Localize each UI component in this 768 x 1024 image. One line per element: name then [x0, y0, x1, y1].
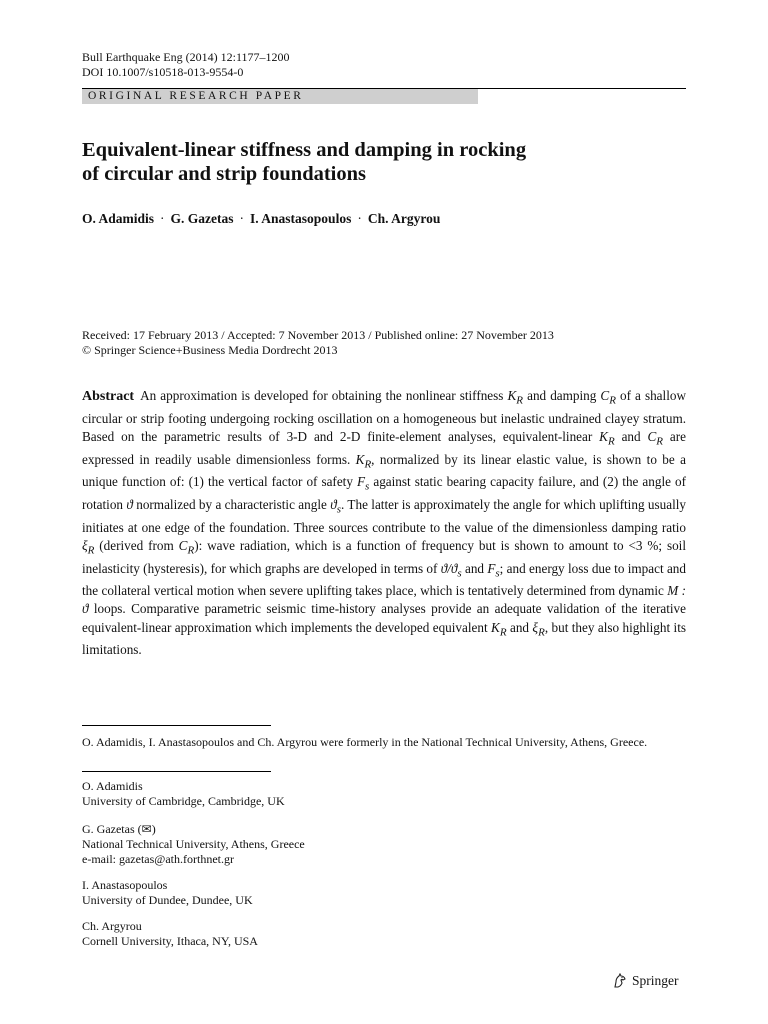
author-name: Ch. Argyrou — [367, 211, 441, 226]
affiliation-block — [82, 878, 686, 908]
author-separator: · — [239, 211, 245, 226]
affiliation-author: O. Adamidis — [82, 779, 143, 793]
abstract-text: against static bearing capacity failure, and (2) the angle of rotation — [82, 474, 687, 513]
publication-dates: Received: 17 February 2013 / Accepted: 7 November 2013 / Published online: 27 November 2013 — [82, 328, 554, 342]
author-name: I. Anastasopoulos — [250, 211, 352, 226]
copyright-notice: © Springer Science+Business Media Dordrecht 2013 — [82, 343, 338, 357]
abstract-text: An approximation is developed for obtaining the nonlinear stiffness — [140, 388, 508, 403]
journal-doi: DOI 10.1007/s10518-013-9554-0 — [82, 65, 244, 79]
affiliation-line: Cornell University, Ithaca, NY, USA — [82, 934, 258, 948]
section-label: ORIGINAL RESEARCH PAPER — [82, 89, 478, 104]
abstract-text: , normalized by its linear elastic value, is shown to be a unique function of: (1) the vertical factor of safety — [82, 451, 686, 490]
abstract-text: and — [506, 619, 533, 635]
title-line-2: of circular and strip foundations — [82, 163, 367, 185]
symbol-cr: $C_R$ — [600, 388, 616, 407]
affiliation-line: University of Dundee, Dundee, UK — [82, 893, 253, 907]
symbol-fs: $F_s$ — [356, 474, 370, 493]
affiliation-author: G. Gazetas (✉) — [82, 822, 156, 836]
footnote-rule — [82, 725, 271, 726]
symbol-cr: $C_R$ — [647, 428, 664, 448]
author-list — [82, 210, 440, 228]
affiliation-block — [82, 779, 686, 809]
abstract-text: . The latter is approximately the angle for which uplifting usually initiates at one edge of the foundation. Three sources contribute to the value of the dimensionless damping ratio — [82, 497, 686, 535]
abstract-text: (derived from — [94, 537, 179, 553]
affiliation-block — [82, 822, 686, 867]
affiliation-email[interactable]: e-mail: gazetas@ath.forthnet.gr — [82, 852, 234, 866]
author-name: O. Adamidis — [82, 211, 155, 226]
footnote-former-affiliation: O. Adamidis, I. Anastasopoulos and Ch. Argyrou were formerly in the National Technical University, Athens, Greece. — [82, 735, 648, 749]
abstract-text: of a shallow circular or strip footing undergoing rocking oscillation on a homogeneous but inelastic undrained clayey stratum. Based on the parametric results of 3-D and 2-D finite-element analyses, equivalent-linear — [82, 388, 686, 444]
author-name: G. Gazetas — [170, 211, 234, 226]
symbol-theta-ratio: $ϑ/ϑ_s$ — [440, 560, 462, 580]
affiliation-line: University of Cambridge, Cambridge, UK — [82, 794, 285, 808]
abstract-text: ): wave radiation, which is a function of frequency but is shown to amount to <3 %; soil inelasticity (hysteresis), for which graphs are developed in terms of — [82, 537, 686, 576]
publisher-mark — [612, 972, 679, 990]
symbol-theta-s: $ϑ_s$ — [330, 497, 341, 516]
symbol-kr: $K_R$ — [599, 428, 615, 448]
abstract-text: , but they also highlight its limitations. — [82, 619, 686, 658]
symbol-fs: $F_s$ — [487, 560, 500, 580]
symbol-cr: $C_R$ — [178, 537, 195, 557]
affiliation-rule — [82, 771, 271, 772]
affiliation-line: National Technical University, Athens, Greece — [82, 837, 305, 851]
abstract-heading: Abstract — [82, 389, 135, 404]
symbol-m-theta: M : ϑ — [82, 583, 686, 617]
abstract-text: normalized by a characteristic angle — [132, 497, 331, 513]
publisher-name: Springer — [632, 973, 679, 988]
journal-header — [82, 50, 290, 80]
affiliation-author: I. Anastasopoulos — [82, 878, 168, 892]
symbol-xi-r: $\xi_R$ — [82, 537, 95, 557]
symbol-kr: $K_R$ — [355, 451, 372, 471]
affiliation-block — [82, 919, 686, 949]
abstract-text: and — [614, 428, 648, 444]
paper-title — [82, 138, 686, 186]
abstract — [82, 387, 686, 659]
author-separator: · — [160, 211, 165, 226]
publication-history — [82, 328, 686, 358]
author-separator: · — [357, 211, 362, 226]
affiliation-author: Ch. Argyrou — [82, 919, 142, 933]
symbol-xi-r: $\xi_R$ — [532, 619, 545, 639]
symbol-kr: $K_R$ — [507, 388, 524, 407]
journal-citation: Bull Earthquake Eng (2014) 12:1177–1200 — [82, 50, 290, 64]
abstract-text: and damping — [523, 388, 601, 403]
abstract-text: and — [461, 560, 488, 576]
title-line-1: Equivalent-linear stiffness and damping in rocking — [82, 139, 527, 161]
symbol-kr: $K_R$ — [491, 619, 507, 639]
abstract-text: ; and energy loss due to impact and the collateral vertical motion when severe uplifting takes place, which is tentatively determined from dynamic — [82, 560, 686, 599]
springer-horse-icon — [612, 973, 628, 989]
symbol-theta: ϑ — [126, 497, 133, 513]
abstract-text: loops. Comparative parametric seismic time-history analyses provide an adequate validation of the iterative equivalent-linear approximation which implements the developed equivalent — [82, 601, 686, 635]
abstract-text: are expressed in readily usable dimensionless forms. — [82, 428, 686, 467]
